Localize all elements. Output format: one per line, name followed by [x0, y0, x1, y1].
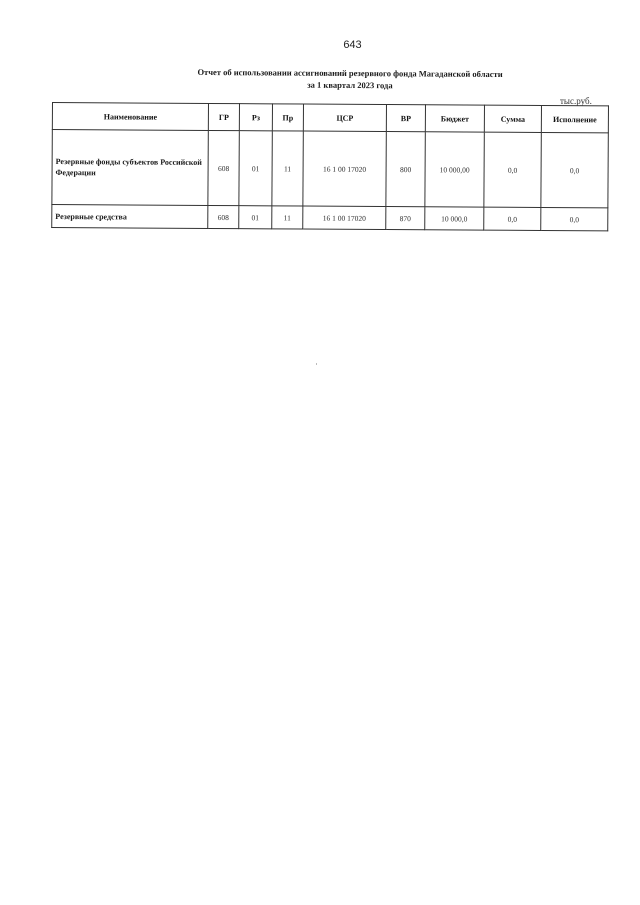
- table-header-row: [52, 103, 608, 133]
- table-row: [52, 130, 608, 208]
- cell-execution: 0,0: [541, 132, 608, 207]
- units-label: тыс.руб.: [560, 96, 592, 106]
- header-budget: Бюджет: [425, 105, 484, 132]
- report-title-line-1: Отчет об использовании ассигнований резервного фонда Магаданской области: [197, 66, 503, 80]
- scan-speck: [316, 363, 317, 365]
- cell-gr: 608: [208, 130, 239, 205]
- cell-vr: 870: [386, 207, 425, 230]
- report-table: [51, 102, 609, 231]
- header-vr: ВР: [386, 105, 425, 132]
- cell-pr: 11: [272, 206, 303, 229]
- cell-sum: 0,0: [484, 207, 541, 230]
- header-gr: ГР: [208, 103, 239, 130]
- header-sum: Сумма: [484, 105, 541, 132]
- table-row: [52, 205, 608, 231]
- cell-budget: 10 000,00: [425, 132, 484, 207]
- cell-rz: 01: [239, 206, 272, 229]
- report-title-line-2: за 1 квартал 2023 года: [307, 79, 393, 91]
- cell-vr: 800: [386, 132, 425, 207]
- header-execution: Исполнение: [541, 105, 608, 132]
- cell-rz: 01: [239, 131, 272, 206]
- header-name: Наименование: [52, 103, 208, 131]
- cell-pr: 11: [272, 131, 303, 206]
- cell-name: Резервные фонды субъектов Российской Федерации: [52, 130, 208, 206]
- header-rz: Рз: [239, 104, 272, 131]
- cell-budget: 10 000,0: [425, 207, 484, 230]
- cell-csr: 16 1 00 17020: [303, 206, 386, 230]
- cell-sum: 0,0: [484, 132, 541, 207]
- header-pr: Пр: [272, 104, 303, 131]
- cell-csr: 16 1 00 17020: [303, 131, 386, 207]
- header-csr: ЦСР: [303, 104, 386, 132]
- cell-execution: 0,0: [541, 207, 608, 230]
- cell-gr: 608: [208, 205, 239, 228]
- cell-name: Резервные средства: [52, 205, 208, 229]
- report-title: [0, 65, 640, 94]
- page-number: 643: [343, 39, 362, 51]
